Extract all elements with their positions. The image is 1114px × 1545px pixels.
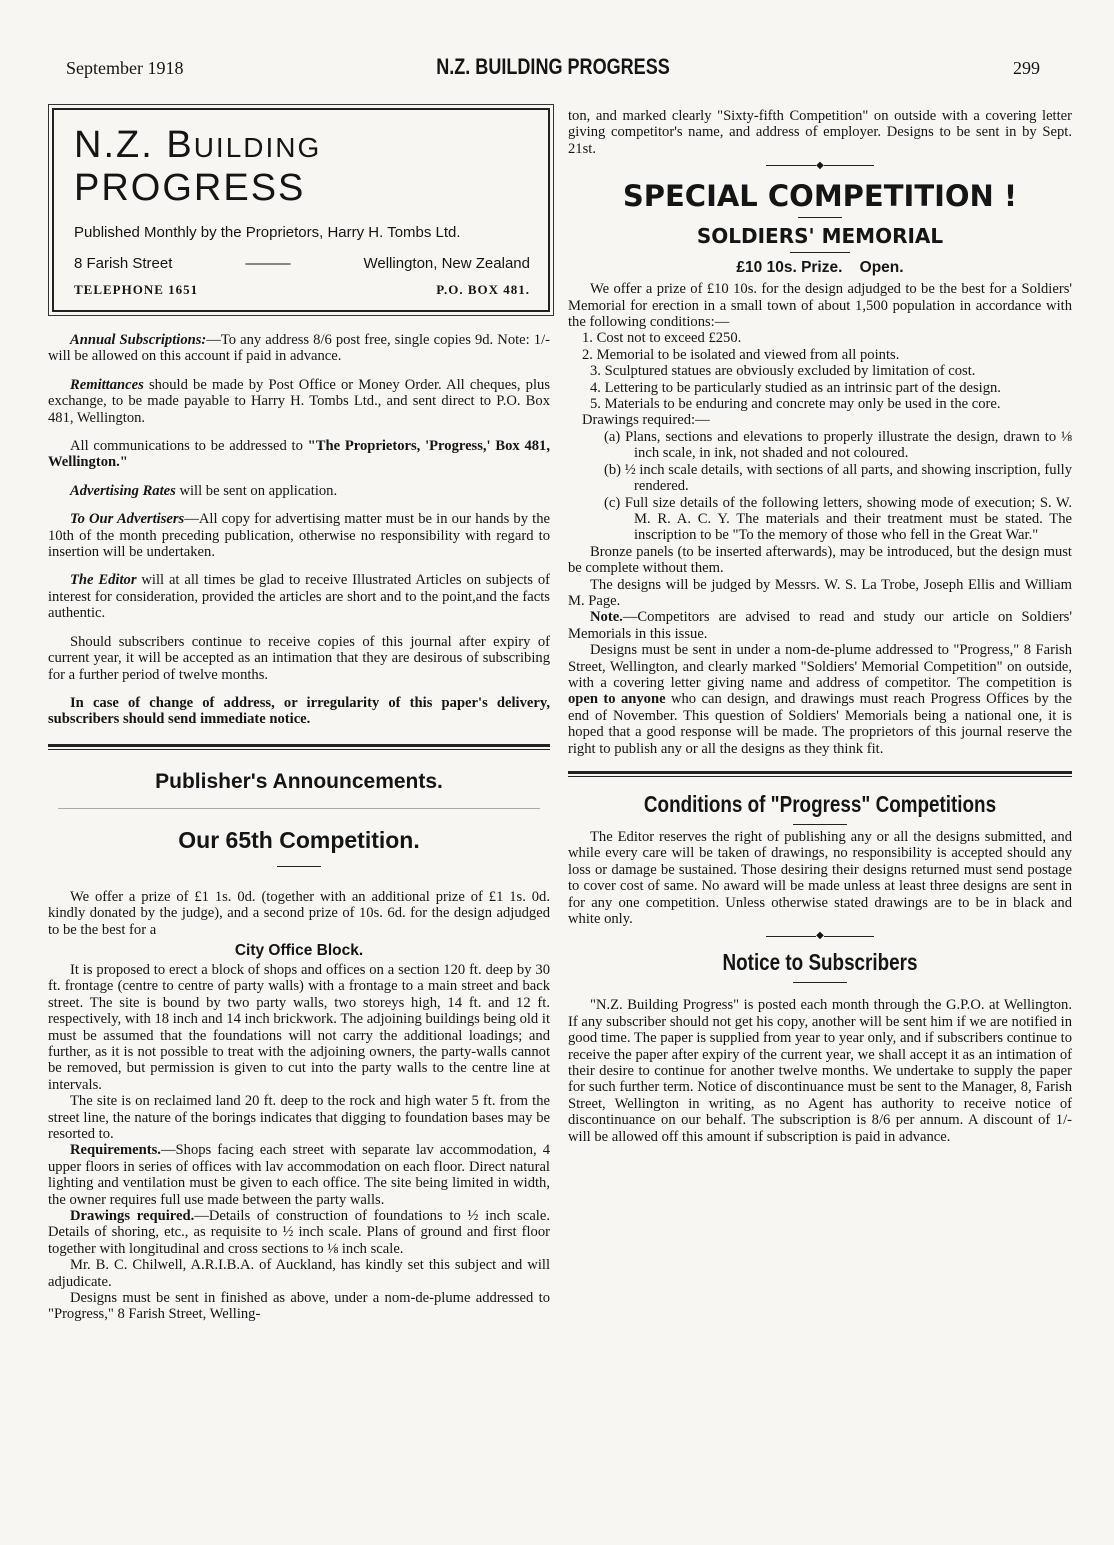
left-column	[48, 108, 550, 1323]
prize-open: Open.	[859, 259, 904, 277]
memorial-bronze: Bronze panels (to be inserted afterwards), may be introduced, but the design must be complete without them.	[568, 543, 1072, 577]
para-text: —Competitors are advised to read and study our article on Soldiers' Memorials in this issue.	[568, 609, 1072, 642]
para-lead: Requirements.	[70, 1142, 161, 1159]
prize-amount: £10 10s. Prize.	[736, 259, 843, 277]
header-title: N.Z. BUILDING PROGRESS	[436, 54, 670, 79]
subheading-city-office-block: City Office Block.	[234, 941, 364, 959]
drawing-b: (b) ½ inch scale details, with sections of all parts, and showing inscription, fully rendered.	[604, 461, 1072, 495]
para-advertising-rates	[48, 483, 550, 499]
para-lead: Remittances	[70, 376, 144, 393]
condition-3: 3. Sculptured statues are obviously excluded by limitation of cost.	[590, 363, 976, 380]
heading-65th-competition: Our 65th Competition.	[178, 826, 420, 853]
masthead-published: Published Monthly by the Proprietors, Harry H. Tombs Ltd.	[74, 224, 461, 241]
short-rule	[790, 252, 850, 253]
competition-requirements	[48, 1142, 550, 1208]
heading-special-competition: SPECIAL COMPETITION !	[622, 179, 1018, 214]
divider	[58, 808, 540, 809]
masthead-title-part: PROGRESS	[74, 167, 306, 209]
para-change-address: In case of change of address, or irregularity of this paper's delivery, subscribers should send immediate notice.	[48, 694, 550, 728]
heading-notice-subscribers: Notice to Subscribers	[722, 949, 918, 976]
para-lead: The Editor	[70, 572, 137, 589]
para-lead: Drawings required.	[70, 1208, 195, 1225]
masthead-street: 8 Farish Street	[74, 255, 173, 272]
masthead-contact	[74, 282, 530, 298]
masthead-title-part: UILDING	[193, 132, 322, 163]
competition-submission-cont	[568, 108, 1072, 157]
para-text: —All copy for advertising matter must be in our hands by the 10th of the month preceding publication, otherwise no responsibility with regard to insertion will be undertaken.	[48, 511, 550, 561]
drawing-a: (a) Plans, sections and elevations to properly illustrate the design, drawn to ⅛ inch scale, in ink, not shaded and not coloured.	[604, 428, 1072, 462]
para-text: Designs must be sent in under a nom-de-plume addressed to "Progress," 8 Farish Street, Wellington, and clearly marked "Soldiers' Memorial Competition" on outside, with a covering letter giving name and address of competitor. The competition is	[568, 642, 1072, 691]
para-text: should be made by Post Office or Money Order. All cheques, plus exchange, to be made payable to Harry H. Tombs Ltd., and sent direct to P.O. Box 481, Wellington.	[48, 376, 550, 426]
heading-soldiers-memorial: SOLDIERS' MEMORIAL	[696, 224, 944, 249]
para-text: ton, and marked clearly "Sixty-fifth Competition" on outside with a covering letter giving competitor's name, and address of employer.	[568, 108, 1072, 141]
prize-line	[568, 259, 1072, 277]
header-date: September 1918	[66, 58, 184, 78]
para-lead: Advertising Rates	[70, 482, 176, 499]
ornament-rule: ◆	[568, 931, 1072, 941]
masthead-title	[74, 124, 530, 210]
ornament-rule: ◆	[568, 161, 1072, 171]
para-text: All communications to be addressed to	[70, 438, 308, 455]
notice-text: "N.Z. Building Progress" is posted each month through the G.P.O. at Wellington. If any subscriber should not get his copy, another will be sent him if we are notified in good time. The paper is supplied from year to year only, and if subscribers continue to receive the paper after expiry of the current year, we shall accept it as an intimation of their desire to continue for another twelve months. We undertake to supply the paper for such further term. Notice of discontinuance must be sent to the Manager, 8, Farish Street, Wellington in writing, as no Agent has authority to receive notice of discontinuance on our behalf. The subscription is 8/6 per annum. A discount of 1/- will be allowed off this amount if subscription is paid in advance.	[568, 997, 1072, 1145]
para-bold: "The Proprietors, 'Progress,' Box 481, Wellington."	[48, 438, 550, 471]
competition-reclaimed: The site is on reclaimed land 20 ft. deep to the rock and high water 5 ft. from the street line, the nature of the borings indicates that digging to foundation bases may be resorted to.	[48, 1093, 550, 1142]
heading-conditions: Conditions of "Progress" Competitions	[643, 791, 997, 817]
short-rule	[277, 866, 321, 867]
right-column	[568, 108, 1072, 1145]
masthead-telephone: TELEPHONE 1651	[74, 282, 199, 297]
memorial-note	[568, 609, 1072, 642]
para-bold: open to anyone	[568, 691, 666, 708]
condition-4: 4. Lettering to be particularly studied as an intrinsic part of the design.	[590, 379, 1001, 396]
competition-drawings	[48, 1208, 550, 1257]
para-lead: To Our Advertisers	[70, 511, 185, 528]
masthead-city: Wellington, New Zealand	[363, 255, 530, 272]
section-rule	[568, 771, 1072, 777]
competition-site: It is proposed to erect a block of shops and offices on a section 120 ft. deep by 30 ft. frontage (centre to centre of party walls) with a frontage to a main street and back street. The site is bound by two party walls, two storeys high, 14 ft. and 12 ft. respectively, with 18 inch and 14 inch brickwork. The adjoining buildings being old it must be assumed that the foundations will not carry the additional loadings; and further, as it is not possible to treat with the adjoining owners, the party-walls cannot be removed, but permission is given to cut into the party walls to the centre line at intervals.	[48, 961, 550, 1093]
masthead-box	[52, 108, 550, 312]
condition-1: 1. Cost not to exceed £250.	[582, 330, 742, 347]
memorial-intro: We offer a prize of £10 10s. for the design adjudged to be the best for a Soldiers' Memorial for erection in a small town of about 1,500 population in accordance with the following conditions:—	[568, 281, 1072, 331]
masthead-pobox: P.O. BOX 481.	[436, 282, 530, 297]
competition-intro: We offer a prize of £1 1s. 0d. (together with an additional prize of £1 1s. 0d. kindly donated by the judge), and a second prize of 10s. 6d. for the design adjudged to be the best for a	[48, 888, 550, 938]
para-text: Designs to be sent in by Sept. 21st.	[568, 124, 1072, 157]
competition-judge: Mr. B. C. Chilwell, A.R.I.B.A. of Auckland, has kindly set this subject and will adjudicate.	[48, 1257, 550, 1290]
conditions-text: The Editor reserves the right of publishing any or all the designs submitted, and while every care will be taken of drawings, no responsibility is accepted should any loss or damage be sustained. Those desiring their designs returned must send postage to cover cost of same. No award will be made unless at least three designs are sent in for any one competition. Unless otherwise stated drawings are to be in black and white only.	[568, 829, 1072, 928]
short-rule	[793, 824, 847, 825]
competition-submission: Designs must be sent in finished as above, under a nom-de-plume addressed to "Progress," 8 Farish Street, Welling-	[48, 1290, 550, 1323]
para-text: —Details of construction of foundations to ½ inch scale. Details of shoring, etc., as requisite to ½ inch scale. Plans of ground and first floor together with longitudinal and cross sections to ⅛ inch scale.	[48, 1208, 550, 1257]
para-lead: Note.	[590, 609, 623, 626]
para-advertisers	[48, 511, 550, 560]
condition-5: 5. Materials to be enduring and concrete may only be used in the core.	[590, 396, 1001, 413]
para-text: —Shops facing each street with separate lav accommodation, 4 upper floors in series of offices with lav accommodation on each floor. Direct natural lighting and ventilation must be given to each office. The site being limited in width, the owner requires full use made between the party walls.	[48, 1142, 550, 1208]
para-renewal: Should subscribers continue to receive copies of this journal after expiry of current year, it will be accepted as an intimation that they are desirous of subscribing for a further period of twelve months.	[48, 633, 550, 683]
para-editor	[48, 572, 550, 621]
para-text: —To any address 8/6 post free, single copies 9d. Note: 1/- will be allowed on this account if paid in advance.	[48, 332, 550, 365]
running-header	[66, 54, 1040, 84]
para-lead: Annual Subscriptions:	[70, 332, 207, 348]
masthead-title-part: N.Z. B	[74, 124, 194, 166]
masthead-address	[74, 255, 530, 272]
para-text: who can design, and drawings must reach Progress Offices by the end of November. This question of Soldiers' Memorials being a national one, it is hoped that a good response will be made. The proprietors of this journal reserve the right to publish any or all the designs as they think fit.	[568, 691, 1072, 757]
para-subscriptions	[48, 332, 550, 365]
para-remittances	[48, 377, 550, 426]
condition-2: 2. Memorial to be isolated and viewed from all points.	[582, 346, 900, 363]
drawings-required: Drawings required:—	[582, 412, 710, 429]
para-text: will at all times be glad to receive Illustrated Articles on subjects of interest for consideration, provided the articles are short and to the point,and the facts authentic.	[48, 572, 550, 622]
drawing-c: (c) Full size details of the following letters, showing mode of execution; S. W. M. R. A. C. Y. The materials and their treatment must be stated. The inscription to be "To the memory of those who fell in the Great War."	[604, 494, 1072, 544]
memorial-judges: The designs will be judged by Messrs. W. S. La Trobe, Joseph Ellis and William M. Page.	[568, 576, 1072, 609]
para-communications	[48, 438, 550, 471]
memorial-submission	[568, 642, 1072, 757]
masthead-dash: ———	[245, 255, 291, 272]
short-rule	[798, 217, 842, 218]
short-rule	[793, 982, 847, 983]
heading-publishers-announcements: Publisher's Announcements.	[155, 769, 443, 793]
section-rule	[48, 744, 550, 750]
page-number: 299	[1013, 58, 1040, 78]
para-text: will be sent on application.	[175, 482, 338, 499]
